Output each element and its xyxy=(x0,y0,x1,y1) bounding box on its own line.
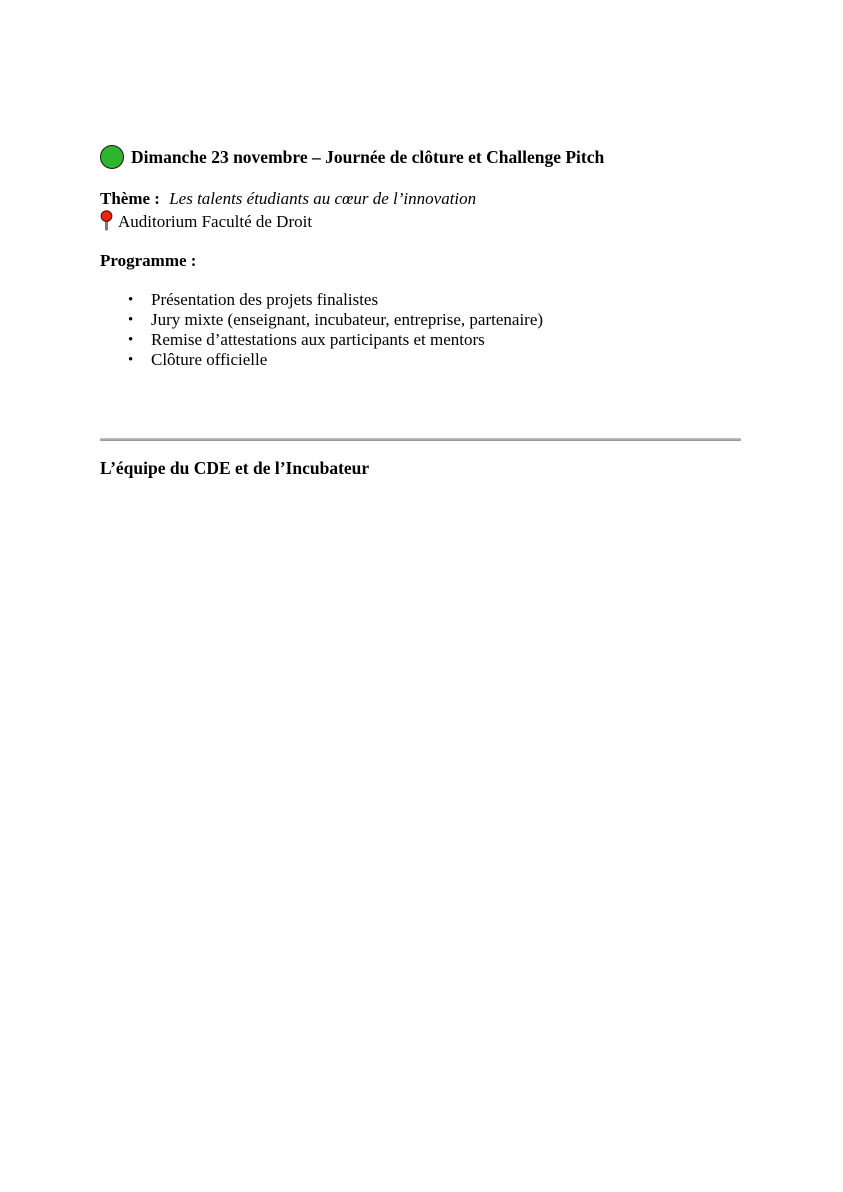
list-item xyxy=(100,290,741,310)
bullet-icon: • xyxy=(128,292,134,308)
event-heading xyxy=(100,144,741,170)
location-line xyxy=(100,210,741,233)
horizontal-divider xyxy=(100,438,741,441)
signature-line: L’équipe du CDE et de l’Incubateur xyxy=(100,458,370,478)
theme-label: Thème : xyxy=(100,189,160,208)
list-item-text: Remise d’attestations aux participants et mentors xyxy=(151,330,485,349)
bullet-icon: • xyxy=(128,332,134,348)
list-item-text: Jury mixte (enseignant, incubateur, entreprise, partenaire) xyxy=(151,310,544,329)
list-item xyxy=(100,350,741,370)
green-circle-icon xyxy=(100,145,124,169)
programme-label: Programme : xyxy=(100,251,197,270)
event-heading-text: Dimanche 23 novembre – Journée de clôture et Challenge Pitch xyxy=(131,147,605,167)
theme-value: Les talents étudiants au cœur de l’innovation xyxy=(169,189,477,208)
bullet-icon: • xyxy=(128,352,134,368)
location-text: Auditorium Faculté de Droit xyxy=(118,211,313,231)
round-pushpin-icon xyxy=(100,210,113,233)
list-item-text: Présentation des projets finalistes xyxy=(151,290,379,309)
programme-list xyxy=(100,290,741,370)
list-item xyxy=(100,310,741,330)
list-item-text: Clôture officielle xyxy=(151,350,268,369)
bullet-icon: • xyxy=(128,312,134,328)
list-item xyxy=(100,330,741,350)
document-content xyxy=(100,144,741,479)
theme-line xyxy=(100,188,741,210)
